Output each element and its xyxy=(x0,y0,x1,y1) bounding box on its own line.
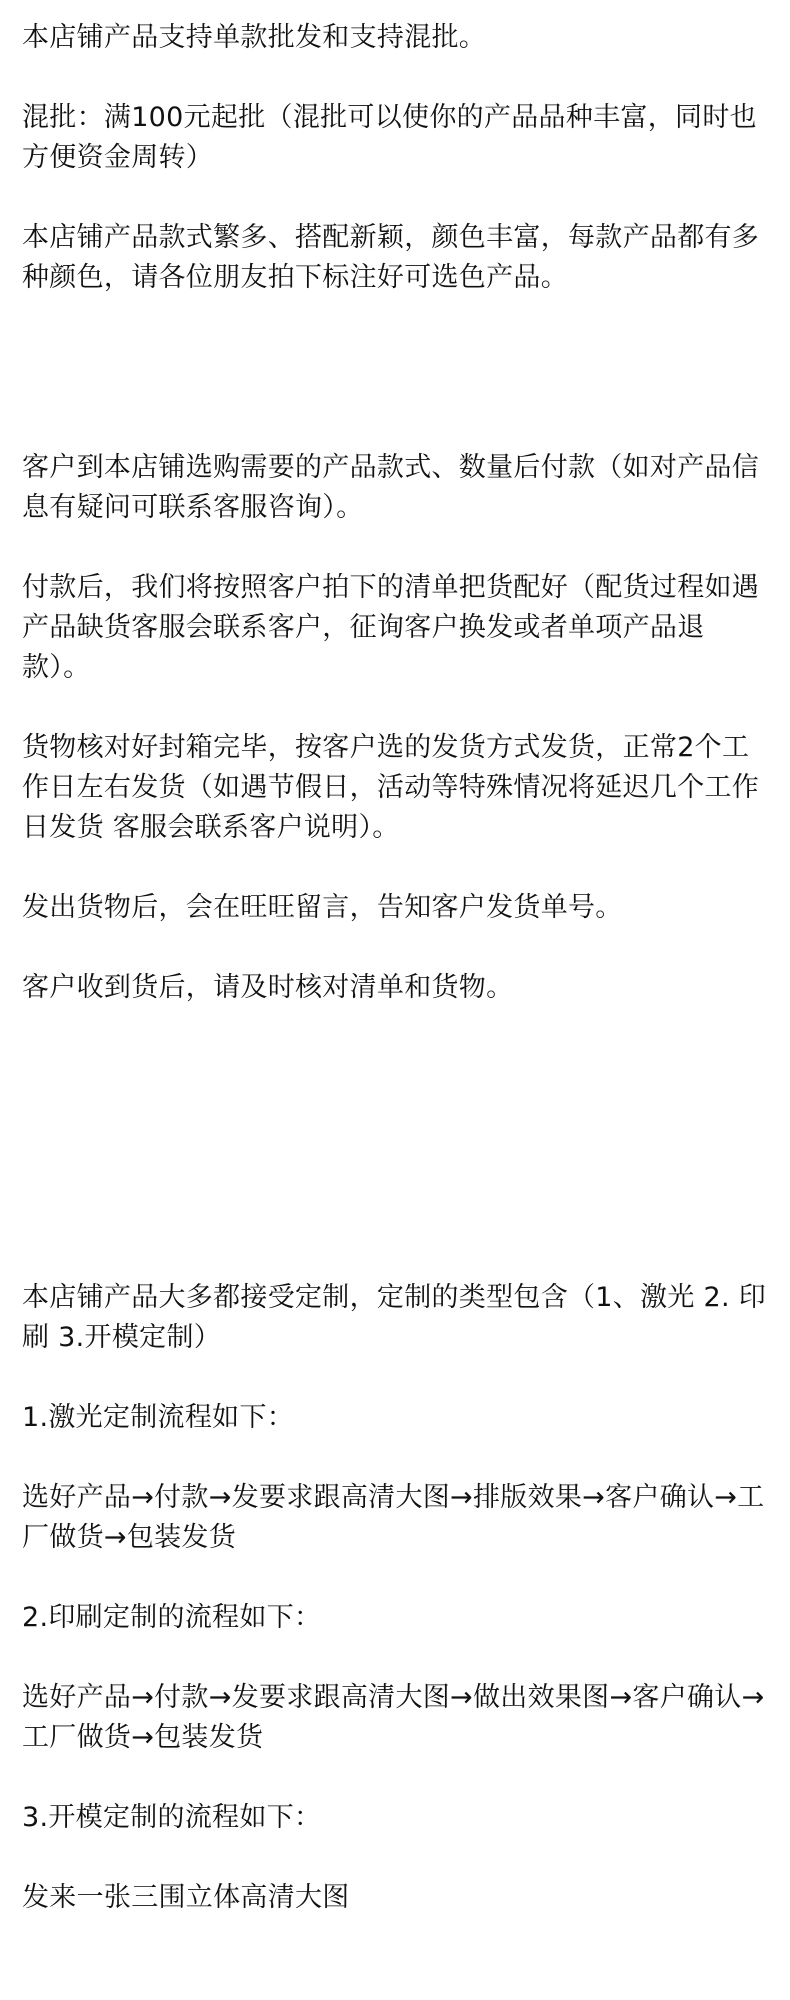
print-process-heading: 2.印刷定制的流程如下： xyxy=(22,1602,322,1633)
mold-process-steps: 发来一张三围立体高清大图 xyxy=(22,1882,350,1913)
shipping-step-text: 货物核对好封箱完毕，按客户选的发货方式发货，正常2个工作日左右发货（如遇节假日，活动等特殊情况将延迟几个工作日发货 客服会联系客户说明）。 xyxy=(22,732,760,843)
customization-intro-text: 本店铺产品大多都接受定制，定制的类型包含（1、激光 2. 印刷 3.开模定制） xyxy=(22,1282,767,1353)
product-variety-text: 本店铺产品款式繁多、搭配新颖，颜色丰富，每款产品都有多种颜色，请各位朋友拍下标注好可选色产品。 xyxy=(22,222,760,293)
wholesale-policy-text: 本店铺产品支持单款批发和支持混批。 xyxy=(22,22,487,53)
payment-step-text: 付款后，我们将按照客户拍下的清单把货配好（配货过程如遇产品缺货客服会联系客户，征询客户换发或者单项产品退款）。 xyxy=(22,572,760,683)
print-process-steps: 选好产品→付款→发要求跟高清大图→做出效果图→客户确认→工厂做货→包装发货 xyxy=(22,1682,765,1753)
mold-process-heading: 3.开模定制的流程如下： xyxy=(22,1802,322,1833)
tracking-step-text: 发出货物后，会在旺旺留言，告知客户发货单号。 xyxy=(22,892,623,923)
purchase-step-text: 客户到本店铺选购需要的产品款式、数量后付款（如对产品信息有疑问可联系客服咨询）。 xyxy=(22,452,760,523)
receipt-step-text: 客户收到货后，请及时核对清单和货物。 xyxy=(22,972,514,1003)
mixed-batch-text: 混批：满100元起批（混批可以使你的产品品种丰富，同时也方便资金周转） xyxy=(22,102,757,173)
laser-process-steps: 选好产品→付款→发要求跟高清大图→排版效果→客户确认→工厂做货→包装发货 xyxy=(22,1482,765,1553)
laser-process-heading: 1.激光定制流程如下： xyxy=(22,1402,295,1433)
